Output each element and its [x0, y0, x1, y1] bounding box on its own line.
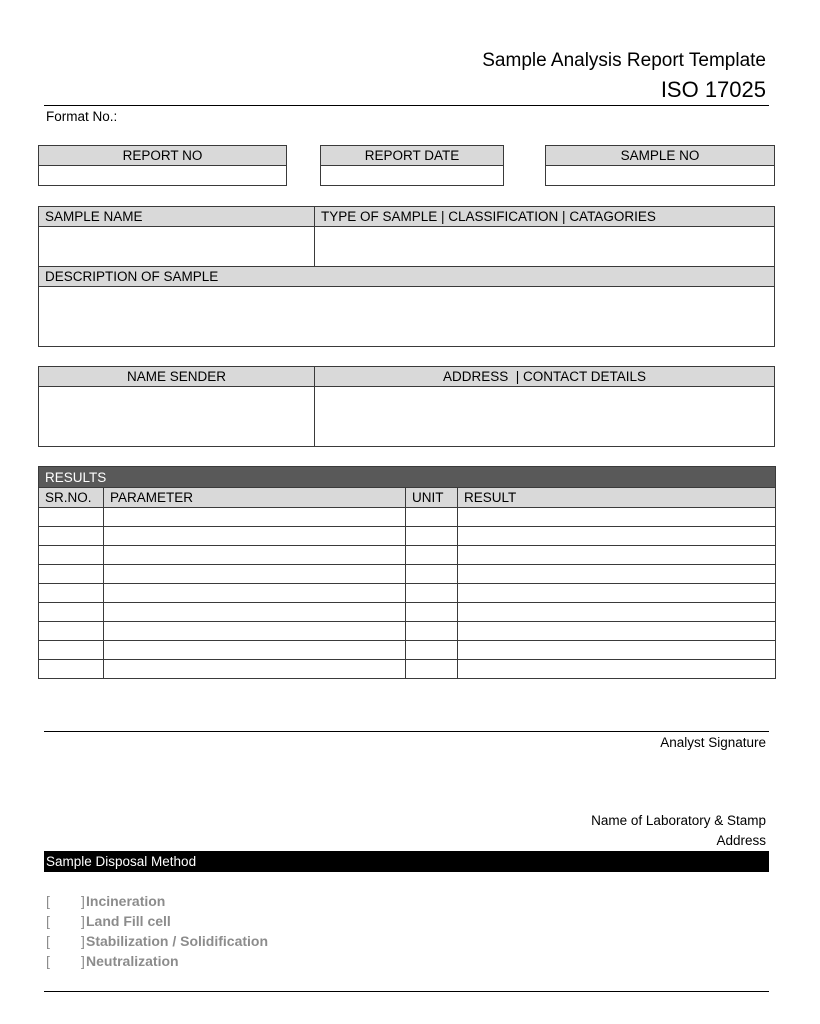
sr-no-cell[interactable] [39, 508, 104, 527]
disposal-option-label: Land Fill cell [86, 913, 171, 929]
results-table [38, 466, 776, 679]
sample-no-box [545, 145, 775, 186]
result-cell[interactable] [458, 641, 776, 660]
parameter-cell[interactable] [104, 546, 406, 565]
disposal-option-label: Incineration [86, 893, 166, 909]
result-cell[interactable] [458, 546, 776, 565]
unit-cell[interactable] [406, 660, 458, 679]
report-date-label: REPORT DATE [321, 146, 503, 166]
checkbox-bracket: [ ] [46, 933, 85, 949]
sr-no-cell[interactable] [39, 641, 104, 660]
address-contact-label: ADDRESS | CONTACT DETAILS [315, 367, 774, 387]
sr-no-cell[interactable] [39, 603, 104, 622]
sample-no-label: SAMPLE NO [546, 146, 774, 166]
unit-cell[interactable] [406, 584, 458, 603]
unit-cell[interactable] [406, 603, 458, 622]
col-parameter: PARAMETER [104, 488, 406, 508]
footer-divider [44, 991, 769, 992]
table-row [39, 508, 776, 527]
result-cell[interactable] [458, 603, 776, 622]
unit-cell[interactable] [406, 546, 458, 565]
unit-cell[interactable] [406, 641, 458, 660]
report-no-field[interactable] [39, 166, 286, 185]
disposal-option-incineration[interactable] [46, 893, 165, 909]
lab-address-label: Address [716, 833, 766, 848]
description-field[interactable] [39, 287, 774, 346]
unit-cell[interactable] [406, 565, 458, 584]
description-label: DESCRIPTION OF SAMPLE [39, 267, 774, 287]
parameter-cell[interactable] [104, 603, 406, 622]
table-row [39, 641, 776, 660]
unit-cell[interactable] [406, 508, 458, 527]
sr-no-cell[interactable] [39, 622, 104, 641]
disposal-option-stabilization[interactable] [46, 933, 268, 949]
sender-box [38, 366, 775, 447]
disposal-option-label: Stabilization / Solidification [86, 933, 269, 949]
table-row [39, 660, 776, 679]
disposal-option-land-fill[interactable] [46, 913, 171, 929]
parameter-cell[interactable] [104, 527, 406, 546]
disposal-option-label: Neutralization [86, 953, 179, 969]
address-contact-field[interactable] [315, 387, 774, 446]
result-cell[interactable] [458, 584, 776, 603]
unit-cell[interactable] [406, 527, 458, 546]
table-row [39, 603, 776, 622]
report-date-box [320, 145, 504, 186]
parameter-cell[interactable] [104, 565, 406, 584]
sample-name-field[interactable] [39, 227, 315, 266]
parameter-cell[interactable] [104, 584, 406, 603]
name-sender-label: NAME SENDER [39, 367, 315, 387]
name-sender-field[interactable] [39, 387, 315, 446]
analyst-signature-label: Analyst Signature [660, 735, 766, 750]
parameter-cell[interactable] [104, 641, 406, 660]
col-sr-no: SR.NO. [39, 488, 104, 508]
sr-no-cell[interactable] [39, 660, 104, 679]
lab-stamp-label: Name of Laboratory & Stamp [591, 813, 766, 828]
sr-no-cell[interactable] [39, 565, 104, 584]
result-cell[interactable] [458, 508, 776, 527]
result-cell[interactable] [458, 527, 776, 546]
col-result: RESULT [458, 488, 776, 508]
table-row [39, 622, 776, 641]
report-no-box [38, 145, 287, 186]
signature-line [44, 731, 769, 732]
format-no-label: Format No.: [46, 109, 118, 124]
results-banner: RESULTS [39, 467, 776, 488]
table-row [39, 546, 776, 565]
sr-no-cell[interactable] [39, 527, 104, 546]
report-date-field[interactable] [321, 166, 503, 185]
sr-no-cell[interactable] [39, 546, 104, 565]
result-cell[interactable] [458, 565, 776, 584]
parameter-cell[interactable] [104, 508, 406, 527]
checkbox-bracket: [ ] [46, 893, 85, 909]
col-unit: UNIT [406, 488, 458, 508]
type-of-sample-label: TYPE OF SAMPLE | CLASSIFICATION | CATAGORIES [315, 207, 774, 227]
disposal-option-neutralization[interactable] [46, 953, 179, 969]
checkbox-bracket: [ ] [46, 913, 85, 929]
type-of-sample-field[interactable] [315, 227, 774, 266]
table-row [39, 527, 776, 546]
header-divider [44, 105, 769, 106]
table-row [39, 584, 776, 603]
disposal-heading: Sample Disposal Method [44, 851, 769, 872]
document-subtitle: ISO 17025 [660, 77, 766, 102]
unit-cell[interactable] [406, 622, 458, 641]
sample-info-box [38, 206, 775, 347]
table-row [39, 565, 776, 584]
result-cell[interactable] [458, 622, 776, 641]
sample-name-label: SAMPLE NAME [39, 207, 315, 227]
parameter-cell[interactable] [104, 622, 406, 641]
parameter-cell[interactable] [104, 660, 406, 679]
result-cell[interactable] [458, 660, 776, 679]
sr-no-cell[interactable] [39, 584, 104, 603]
sample-no-field[interactable] [546, 166, 774, 185]
checkbox-bracket: [ ] [46, 953, 85, 969]
report-no-label: REPORT NO [39, 146, 286, 166]
document-title: Sample Analysis Report Template [482, 50, 766, 71]
